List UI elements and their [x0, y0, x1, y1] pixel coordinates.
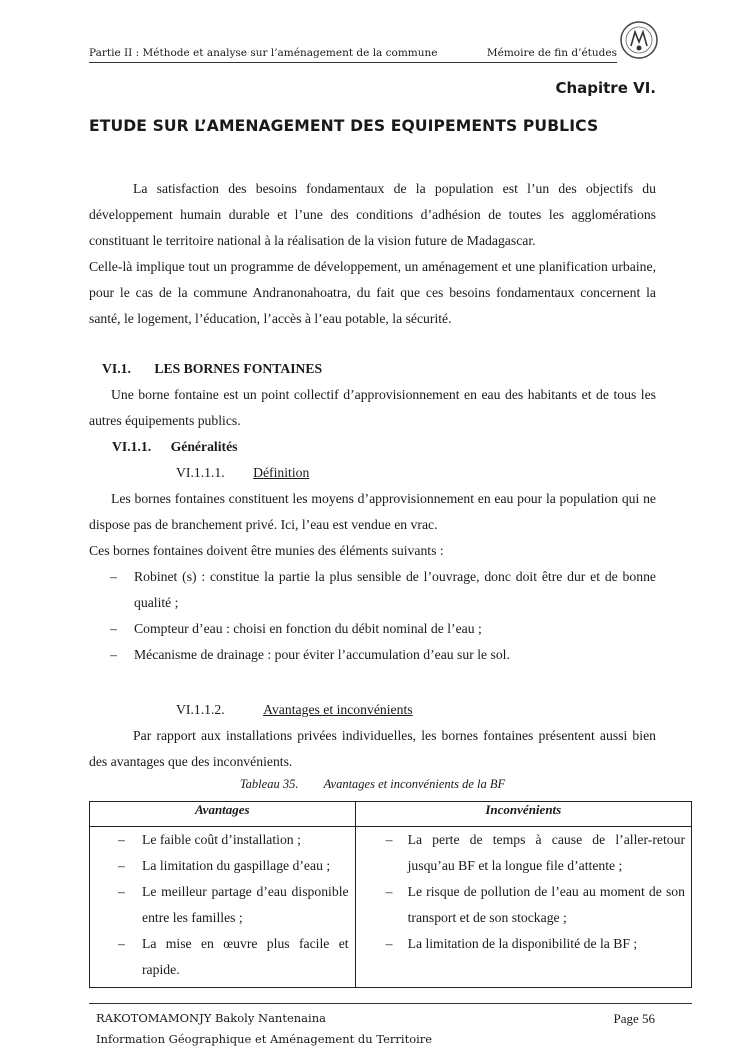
section-number: VI.1.: [102, 361, 131, 376]
list-item: – La perte de temps à cause de l’aller-retour jusqu’au BF et la longue file d’attente ;: [385, 832, 685, 873]
intro-paragraph-2: Celle-là implique tout un programme de développement, un aménagement et une planification urbaine, pour le cas de la commune Andranonahoatra, du fait que ces besoins fondamentaux concernent la santé, le logement, l’éducation, l’accès à l’eau potable, la sécurité.: [89, 259, 656, 326]
footer-program: Information Géographique et Aménagement du Territoire: [96, 1032, 433, 1046]
footer-author: RAKOTOMAMONJY Bakoly Nantenaina: [96, 1011, 326, 1025]
inconvenients-cell: [355, 827, 691, 988]
section-vi1-text: Une borne fontaine est un point collectif d’approvisionnement en eau des habitants et de tous les autres équipements publics.: [89, 387, 656, 428]
table-header-inconvenients: Inconvénients: [355, 802, 691, 827]
section-heading-vi112: [176, 697, 743, 723]
header-left: Partie II : Méthode et analyse sur l’aménagement de la commune: [89, 47, 438, 59]
university-logo-icon: [619, 20, 659, 60]
advantages-table: [89, 801, 692, 988]
page-number: Page 56: [613, 1011, 655, 1026]
section-number: VI.1.1.1.: [176, 465, 225, 480]
list-item: – Le risque de pollution de l’eau au moment de son transport et de son stockage ;: [385, 884, 685, 925]
chapter-title: ETUDE SUR L’AMENAGEMENT DES EQUIPEMENTS PUBLICS: [89, 117, 599, 135]
avantages-cell: [90, 827, 356, 988]
list-item: – La limitation du gaspillage d’eau ;: [118, 858, 331, 873]
section-heading-vi111: [176, 460, 743, 486]
section-title: Avantages et inconvénients: [263, 702, 413, 717]
list-item: – Compteur d’eau : choisi en fonction du débit nominal de l’eau ;: [110, 621, 482, 636]
chapter-label: Chapitre VI.: [555, 79, 656, 97]
section-heading-vi11: [112, 434, 679, 460]
caption-number: Tableau 35.: [239, 777, 299, 791]
header-right: Mémoire de fin d’études: [486, 47, 617, 59]
section-number: VI.1.1.2.: [176, 702, 225, 717]
intro-paragraph-1: La satisfaction des besoins fondamentaux de la population est l’un des objectifs du développement humain durable et l’une des conditions d’adhésion de toutes les agglomérations constituant le territoire national à la réalisation de la vision future de Madagascar.: [89, 181, 656, 248]
table-caption: [89, 777, 656, 792]
page-header: [89, 44, 617, 63]
list-item: – La mise en œuvre plus facile et rapide.: [118, 936, 349, 977]
list-item: – Robinet (s) : constitue la partie la plus sensible de l’ouvrage, donc doit être dur et de bonne qualité ;: [110, 569, 656, 610]
list-item: – Mécanisme de drainage : pour éviter l’accumulation d’eau sur le sol.: [110, 647, 510, 662]
section-heading-vi1: [102, 356, 669, 382]
section-title: LES BORNES FONTAINES: [154, 361, 323, 376]
section-number: VI.1.1.: [112, 439, 152, 454]
list-item: – Le meilleur partage d’eau disponible entre les familles ;: [118, 884, 349, 925]
elements-list: [89, 564, 656, 668]
advantages-intro: Par rapport aux installations privées individuelles, les bornes fontaines présentent aussi bien des avantages que des inconvénients.: [89, 728, 656, 769]
section-title: Définition: [253, 465, 310, 480]
section-title: Généralités: [170, 439, 238, 454]
caption-text: Avantages et inconvénients de la BF: [323, 777, 506, 791]
definition-paragraph: Les bornes fontaines constituent les moyens d’approvisionnement en eau pour la population qui ne dispose pas de branchement privé. Ici, l’eau est vendue en vrac.: [89, 491, 656, 532]
elements-intro: Ces bornes fontaines doivent être munies des éléments suivants :: [89, 543, 444, 558]
list-item: – La limitation de la disponibilité de la BF ;: [385, 936, 638, 951]
table-header-avantages: Avantages: [90, 802, 356, 827]
list-item: – Le faible coût d’installation ;: [118, 832, 301, 847]
page-footer: [89, 1003, 692, 1046]
